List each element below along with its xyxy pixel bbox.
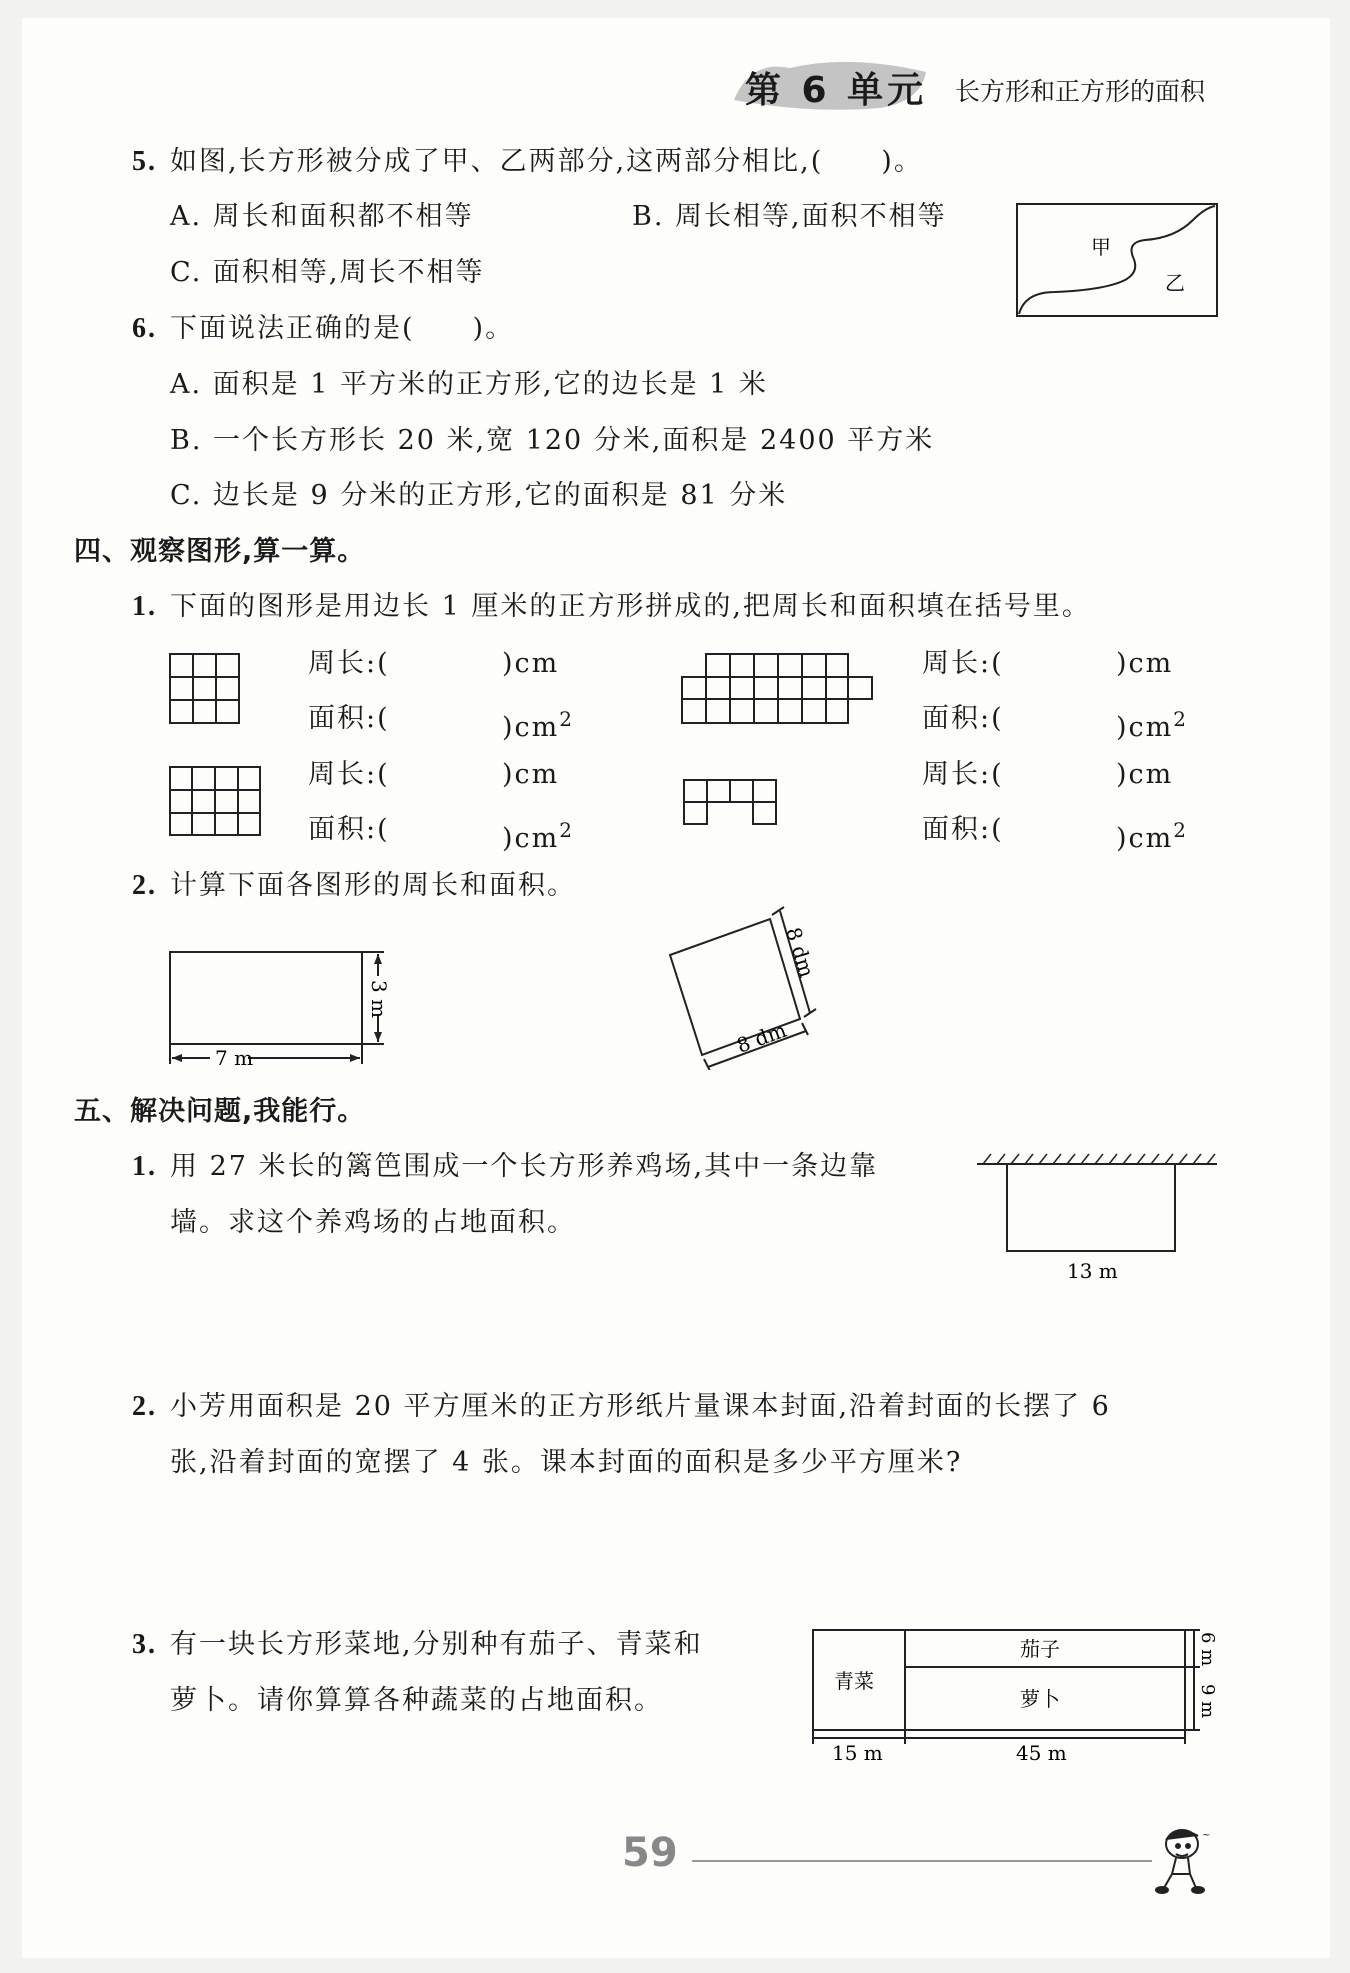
fig1-perimeter-label: 周长:( — [308, 648, 390, 679]
mascot-squiggle: ~ — [1202, 1830, 1211, 1841]
q6-option-b: B. 一个长方形长 20 米,宽 120 分米,面积是 2400 平方米 — [170, 425, 935, 456]
grid-figure-4x3 — [168, 765, 264, 839]
footer-rule — [692, 1860, 1152, 1862]
grid-figure-3x3 — [168, 652, 242, 726]
s5q3-number: 3. — [132, 1629, 157, 1660]
wall-hatching — [983, 1154, 1215, 1164]
q5-option-a: A. 周长和面积都不相等 — [170, 201, 474, 232]
fig3-area-label: 面积:( — [308, 814, 390, 845]
fig3-perimeter-label: 周长:( — [308, 759, 390, 790]
section5-title: 五、解决问题,我能行。 — [74, 1096, 366, 1127]
grid-figure-irregular-1 — [680, 652, 876, 726]
s5q1-line1: 用 27 米长的篱笆围成一个长方形养鸡场,其中一条边靠 — [170, 1151, 879, 1182]
s4q1-number: 1. — [132, 591, 157, 622]
section4-title: 四、观察图形,算一算。 — [74, 536, 366, 567]
square-side-label-right: 8 dm — [781, 924, 820, 981]
q6-option-a: A. 面积是 1 平方米的正方形,它的边长是 1 米 — [170, 369, 768, 400]
fig2-area-unit: )$cm^2$ — [1116, 707, 1187, 743]
s5q1-number: 1. — [132, 1151, 157, 1182]
dim-label-6m: 6 m — [1197, 1632, 1218, 1667]
dim-label-45m: 45 m — [1016, 1741, 1067, 1765]
fig1-perimeter-unit: )cm — [502, 648, 560, 679]
fig2-perimeter-label: 周长:( — [922, 648, 1004, 679]
s5q2-line1: 小芳用面积是 20 平方厘米的正方形纸片量课本封面,沿着封面的长摆了 6 — [170, 1391, 1111, 1422]
chicken-farm-figure — [975, 1150, 1220, 1285]
s5q1-line2: 墙。求这个养鸡场的占地面积。 — [170, 1207, 576, 1238]
fig2-perimeter-unit: )cm — [1116, 648, 1174, 679]
rectangle-7x3-figure — [160, 940, 400, 1068]
fig4-perimeter-label: 周长:( — [922, 759, 1004, 790]
q6-number: 6. — [132, 313, 157, 344]
veg-label-qingcai: 青菜 — [834, 1669, 874, 1693]
fig4-area-label: 面积:( — [922, 814, 1004, 845]
s5q2-line2: 张,沿着封面的宽摆了 4 张。课本封面的面积是多少平方厘米? — [170, 1447, 963, 1478]
q5-option-c: C. 面积相等,周长不相等 — [170, 257, 485, 288]
dim-label-9m: 9 m — [1197, 1684, 1218, 1719]
rect-height-label: 3 m — [367, 980, 391, 1019]
vegetable-plot-figure — [808, 1622, 1218, 1767]
q5-label-yi: 乙 — [1165, 271, 1185, 295]
dim-label-15m: 15 m — [832, 1741, 883, 1765]
s4q2-text: 计算下面各图形的周长和面积。 — [170, 870, 576, 901]
square-8dm-figure — [660, 895, 840, 1070]
fig1-area-label: 面积:( — [308, 703, 390, 734]
square-side-label-bottom: 8 dm — [733, 1017, 790, 1058]
s5q2-number: 2. — [132, 1391, 157, 1422]
rect-width-label: 7 m — [215, 1046, 254, 1068]
farm-width-label: 13 m — [1067, 1259, 1118, 1283]
s4q1-text: 下面的图形是用边长 1 厘米的正方形拼成的,把周长和面积填在括号里。 — [170, 591, 1091, 622]
q5-label-jia: 甲 — [1091, 235, 1111, 259]
q5-option-b: B. 周长相等,面积不相等 — [632, 201, 947, 232]
veg-label-luobo: 萝卜 — [1020, 1687, 1060, 1711]
s5q3-line1: 有一块长方形菜地,分别种有茄子、青菜和 — [170, 1629, 703, 1660]
q5-figure — [1015, 202, 1220, 320]
s5q3-line2: 萝卜。请你算算各种蔬菜的占地面积。 — [170, 1685, 663, 1716]
q5-number: 5. — [132, 146, 157, 177]
fig3-area-unit: )$cm^2$ — [502, 818, 573, 854]
veg-label-qiezi: 茄子 — [1020, 1637, 1060, 1661]
q5-text: 如图,长方形被分成了甲、乙两部分,这两部分相比,( )。 — [170, 146, 923, 177]
fig1-area-unit: )$cm^2$ — [502, 707, 573, 743]
q6-text: 下面说法正确的是( )。 — [170, 313, 515, 344]
page-number: 59 — [622, 1830, 678, 1876]
fig4-area-unit: )$cm^2$ — [1116, 818, 1187, 854]
fig3-perimeter-unit: )cm — [502, 759, 560, 790]
grid-figure-irregular-2 — [682, 778, 782, 828]
fig2-area-label: 面积:( — [922, 703, 1004, 734]
fig4-perimeter-unit: )cm — [1116, 759, 1174, 790]
unit-subtitle: 长方形和正方形的面积 — [955, 77, 1206, 106]
q6-option-c: C. 边长是 9 分米的正方形,它的面积是 81 分米 — [170, 480, 788, 511]
unit-label: 第 6 单元 — [745, 70, 928, 111]
s4q2-number: 2. — [132, 870, 157, 901]
cartoon-mascot-icon — [1148, 1818, 1228, 1898]
